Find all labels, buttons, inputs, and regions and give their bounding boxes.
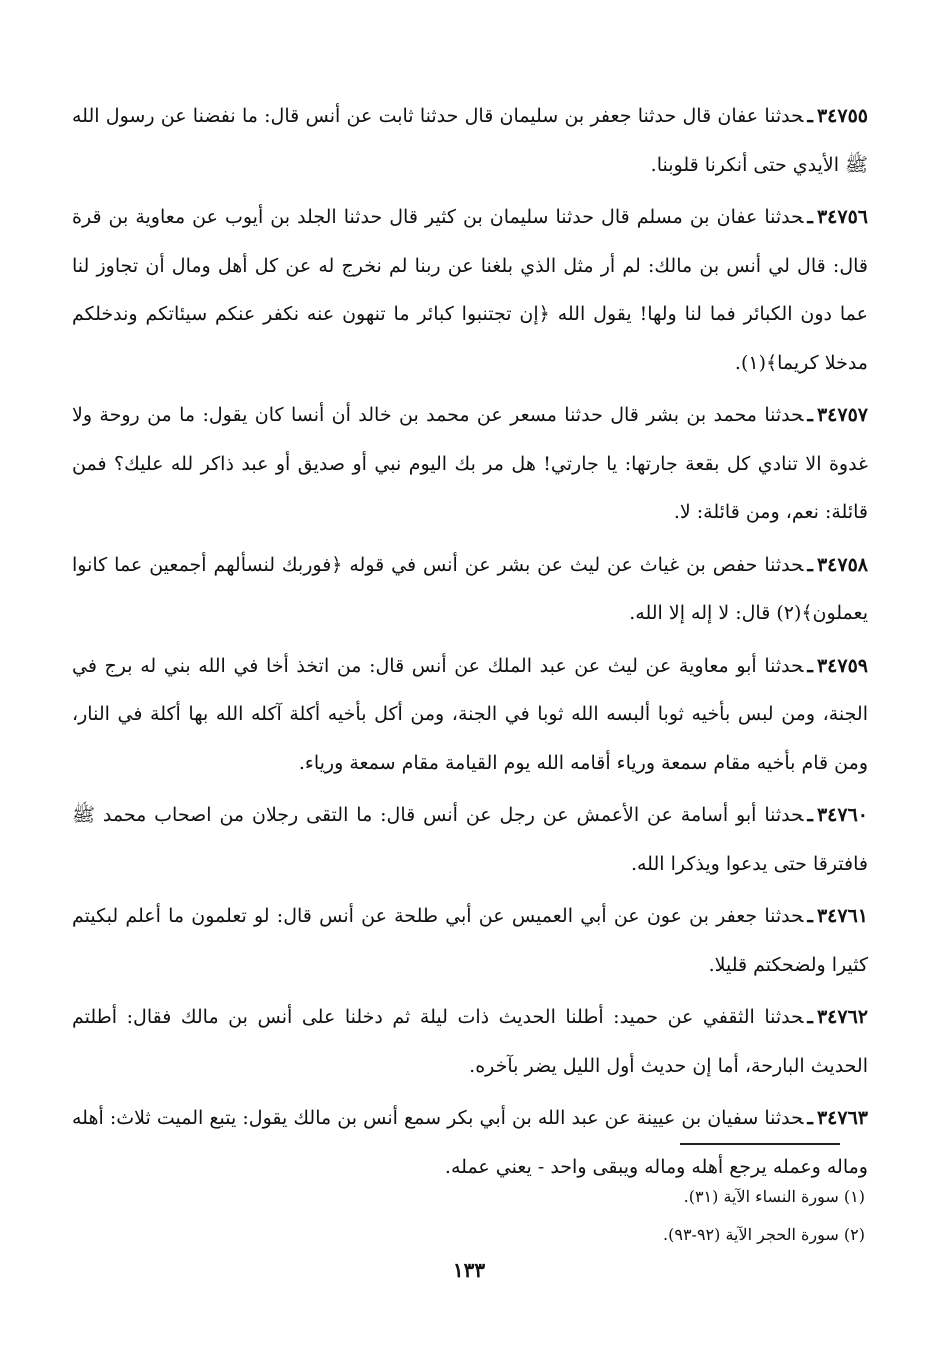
hadith-34763: ٣٤٧٦٣ـحدثنا سفيان بن عيينة عن عبد الله بن أبي بكر سمع أنس بن مالك يقول: يتبع الميت ثلاث: أهله وماله وعمله يرجع أهله وماله ويبقى واحد - يعني عمله. xyxy=(72,1107,868,1178)
hadith-text: حدثنا جعفر بن عون عن أبي العميس عن أبي طلحة عن أنس قال: لو تعلمون ما أعلم لبكيتم كثيرا ولضحكتم قليلا. xyxy=(72,905,868,976)
hadith-text: حدثنا محمد بن بشر قال حدثنا مسعر عن محمد بن خالد أن أنسا كان يقول: ما من روحة ولا غدوة الا تنادي كل بقعة جارتها: يا جارتي! هل مر بك اليوم نبي أو صديق أو عبد ذاكر لله عليك؟ فمن قائلة: نعم، ومن قائلة: لا. xyxy=(72,404,868,523)
hadith-34755: ٣٤٧٥٥ـحدثنا عفان قال حدثنا جعفر بن سليمان قال حدثنا ثابت عن أنس قال: ما نفضنا عن رسول الله ﷺ الأيدي حتى أنكرنا قلوبنا. xyxy=(72,105,868,176)
hadith-number: ٣٤٧٥٨ xyxy=(816,553,868,576)
footnote-divider xyxy=(680,1143,840,1145)
hadith-text: حدثنا الثقفي عن حميد: أطلنا الحديث ذات ليلة ثم دخلنا على أنس بن مالك فقال: أطلتم الحديث البارحة، أما إن حديث أول الليل يضر بآخره. xyxy=(72,1006,868,1077)
hadith-text: حدثنا أبو أسامة عن الأعمش عن رجل عن أنس قال: ما التقى رجلان من اصحاب محمد ﷺ فافترقا حتى يدعوا ويذكرا الله. xyxy=(72,804,868,875)
hadith-number: ٣٤٧٥٩ xyxy=(816,654,868,677)
hadith-34757: ٣٤٧٥٧ـحدثنا محمد بن بشر قال حدثنا مسعر عن محمد بن خالد أن أنسا كان يقول: ما من روحة ولا غدوة الا تنادي كل بقعة جارتها: يا جارتي! هل مر بك اليوم نبي أو صديق أو عبد ذاكر لله عليك؟ فمن قائلة: نعم، ومن قائلة: لا. xyxy=(72,404,868,523)
hadith-number: ٣٤٧٦١ xyxy=(816,905,868,927)
hadith-34760: ٣٤٧٦٠ـحدثنا أبو أسامة عن الأعمش عن رجل عن أنس قال: ما التقى رجلان من اصحاب محمد ﷺ فافترقا حتى يدعوا ويذكرا الله. xyxy=(72,804,868,875)
hadith-text: حدثنا عفان بن مسلم قال حدثنا سليمان بن كثير قال حدثنا الجلد بن أيوب عن معاوية بن قرة قال: قال لي أنس بن مالك: لم أر مثل الذي بلغنا عن ربنا لم نخرج له عن كل أهل ومال أن تجاوز لنا عما دون الكبائر فما لنا ولها! يقول الله ﴿إن تجتنبوا كبائر ما تنهون عنه نكفر عنكم سيئاتكم وندخلكم مدخلا كريما﴾(١). xyxy=(72,206,868,374)
hadith-34761: ٣٤٧٦١ـحدثنا جعفر بن عون عن أبي العميس عن أبي طلحة عن أنس قال: لو تعلمون ما أعلم لبكيتم كثيرا ولضحكتم قليلا. xyxy=(72,905,868,976)
hadith-number: ٣٤٧٦٣ xyxy=(816,1107,868,1129)
footnotes xyxy=(72,1178,865,1254)
hadith-text: حدثنا سفيان بن عيينة عن عبد الله بن أبي بكر سمع أنس بن مالك يقول: يتبع الميت ثلاث: أهله وماله وعمله يرجع أهله وماله ويبقى واحد - يعني عمله. xyxy=(72,1107,868,1178)
footnote-2: (٢) سورة الحجر الآية (٩٢-٩٣). xyxy=(663,1225,865,1244)
hadith-number: ٣٤٧٥٧ xyxy=(816,404,868,426)
hadith-34756: ٣٤٧٥٦ـحدثنا عفان بن مسلم قال حدثنا سليمان بن كثير قال حدثنا الجلد بن أيوب عن معاوية بن قرة قال: قال لي أنس بن مالك: لم أر مثل الذي بلغنا عن ربنا لم نخرج له عن كل أهل ومال أن تجاوز لنا عما دون الكبائر فما لنا ولها! يقول الله ﴿إن تجتنبوا كبائر ما تنهون عنه نكفر عنكم سيئاتكم وندخلكم مدخلا كريما﴾(١). xyxy=(72,206,868,374)
hadith-34758: ٣٤٧٥٨ـحدثنا حفص بن غياث عن ليث عن بشر عن أنس في قوله ﴿فوربك لنسألهم أجمعين عما كانوا يعملون﴾(٢) قال: لا إله إلا الله. xyxy=(72,553,868,624)
page-body xyxy=(72,92,868,1195)
hadith-number: ٣٤٧٦٢ xyxy=(816,1006,868,1028)
hadith-number: ٣٤٧٥٦ xyxy=(816,206,868,228)
hadith-text: حدثنا أبو معاوية عن ليث عن عبد الملك عن أنس قال: من اتخذ أخا في الله بني له برج في الجنة، ومن لبس بأخيه ثوبا ألبسه الله ثوبا في الجنة، ومن أكل بأخيه أكلة آكله الله بها أكلة في النار، ومن قام بأخيه مقام سمعة ورياء أقامه الله يوم القيامة مقام سمعة ورياء. xyxy=(72,654,868,774)
hadith-34762: ٣٤٧٦٢ـحدثنا الثقفي عن حميد: أطلنا الحديث ذات ليلة ثم دخلنا على أنس بن مالك فقال: أطلتم الحديث البارحة، أما إن حديث أول الليل يضر بآخره. xyxy=(72,1006,868,1077)
page-number: ١٣٣ xyxy=(452,1258,486,1282)
hadith-34759: ٣٤٧٥٩ـحدثنا أبو معاوية عن ليث عن عبد الملك عن أنس قال: من اتخذ أخا في الله بني له برج في الجنة، ومن لبس بأخيه ثوبا ألبسه الله ثوبا في الجنة، ومن أكل بأخيه أكلة آكله الله بها أكلة في النار، ومن قام بأخيه مقام سمعة ورياء أقامه الله يوم القيامة مقام سمعة ورياء. xyxy=(72,654,868,774)
hadith-text: حدثنا عفان قال حدثنا جعفر بن سليمان قال حدثنا ثابت عن أنس قال: ما نفضنا عن رسول الله ﷺ الأيدي حتى أنكرنا قلوبنا. xyxy=(72,105,868,176)
hadith-number: ٣٤٧٥٥ xyxy=(816,105,868,127)
footnote-1: (١) سورة النساء الآية (٣١). xyxy=(683,1187,865,1206)
hadith-text: حدثنا حفص بن غياث عن ليث عن بشر عن أنس في قوله ﴿فوربك لنسألهم أجمعين عما كانوا يعملون﴾(٢) قال: لا إله إلا الله. xyxy=(72,553,868,624)
hadith-number: ٣٤٧٦٠ xyxy=(816,804,868,826)
